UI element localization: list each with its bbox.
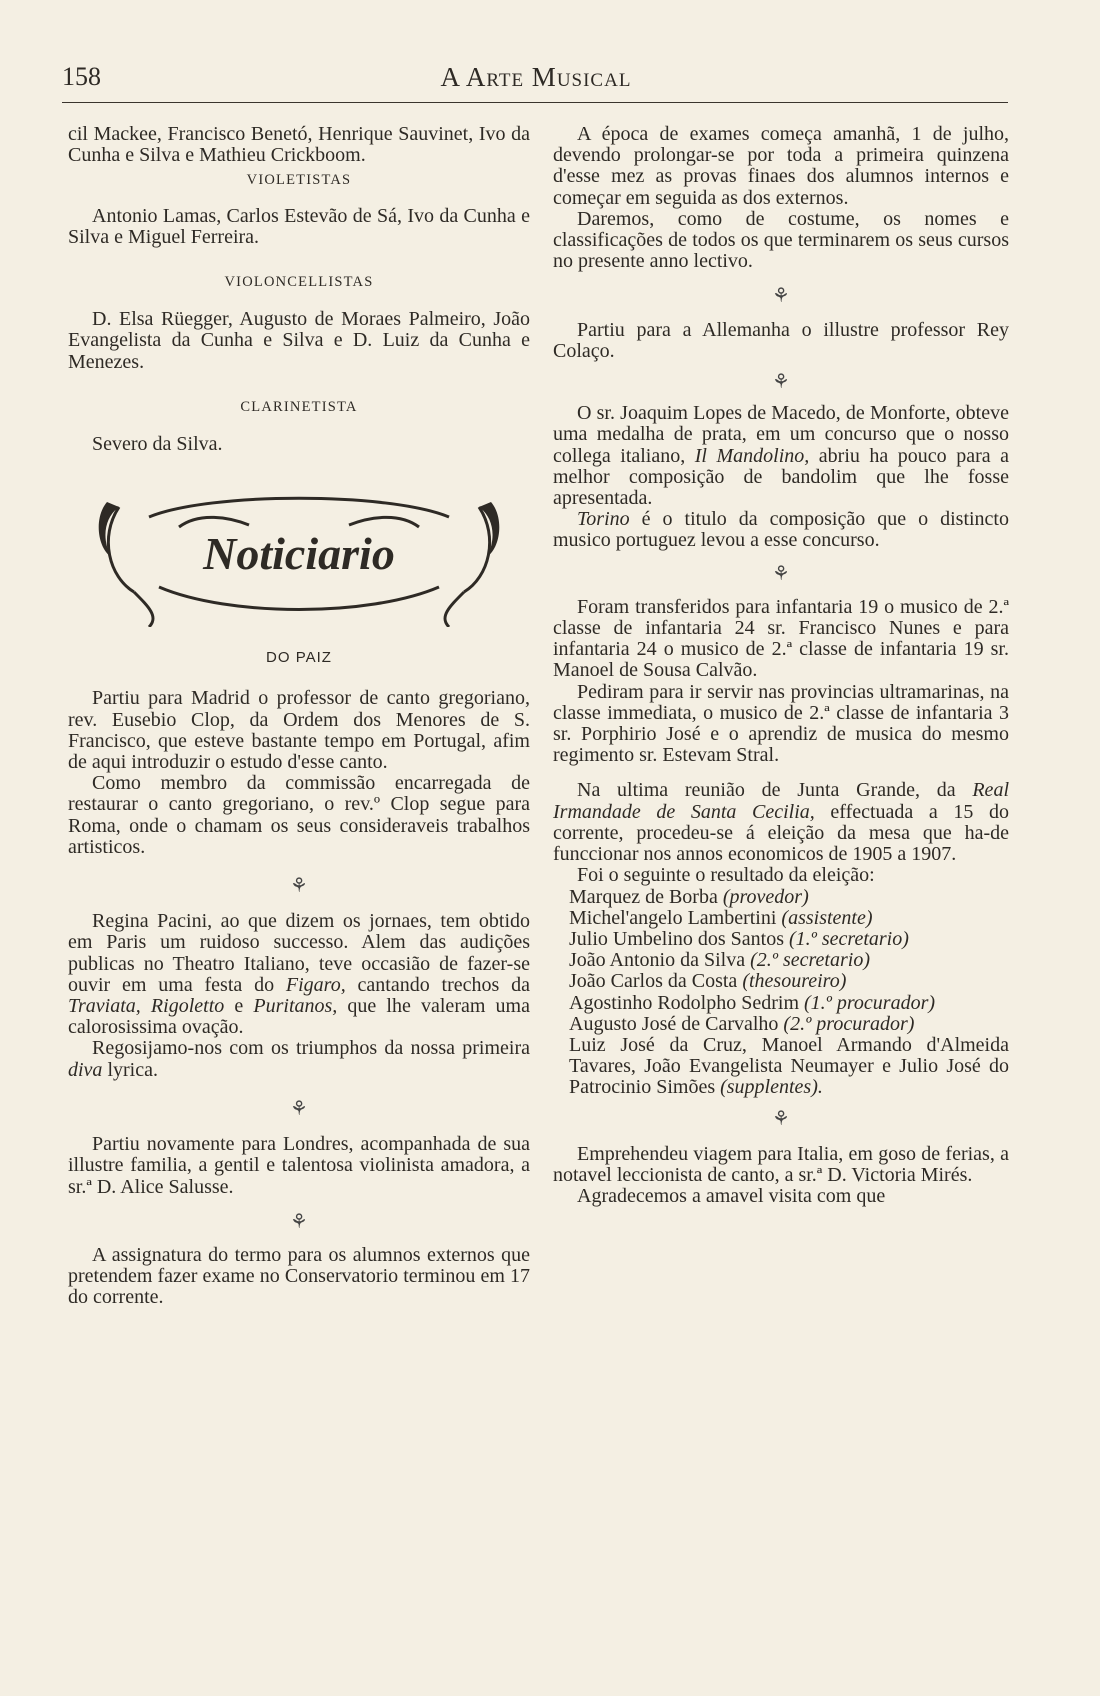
list-item: Agostinho Rodolpho Sedrim (1.º procurador) — [569, 991, 936, 1014]
page-header — [62, 58, 1010, 100]
list-item: Marquez de Borba (provedor) — [569, 885, 809, 908]
right-column — [553, 124, 1009, 1207]
paragraph: A assignatura do termo para os alumnos externos que pretendem fazer exame no Conservatorio terminou em 17 do corrente. — [68, 1243, 530, 1309]
election-results-list — [553, 887, 1009, 1099]
section-heading-violetistas: VIOLETISTAS — [246, 172, 352, 189]
paragraph: Daremos, como de costume, os nomes e classificações de todos os que terminarem os seus cursos no presente anno lectivo. — [553, 207, 1009, 273]
paragraph: Agradecemos a amavel visita com que — [577, 1185, 886, 1208]
paragraph: Severo da Silva. — [92, 433, 223, 456]
list-item: Augusto José de Carvalho (2.º procurador) — [569, 1012, 915, 1035]
ornament-icon: ⚘ — [772, 562, 790, 585]
paragraph: Regosijamo-nos com os triumphos da nossa primeira diva lyrica. — [68, 1037, 530, 1081]
paragraph: Regina Pacini, ao que dizem os jornaes, tem obtido em Paris um ruidoso successo. Alem das audições publicas no Theatro Italiano, teve occasião de fazer-se ouvir em uma festa do Figaro, cantando trechos da Traviata, Rigoletto e Puritanos, que lhe valeram uma calorosissima ovação. — [68, 910, 530, 1039]
paragraph: Foi o seguinte o resultado da eleição: — [577, 864, 875, 887]
banner-title: Noticiario — [203, 528, 395, 580]
list-item: Luiz José da Cruz, Manoel Armando d'Almeida Tavares, João Evangelista Neumayer e Julio José do Patrocinio Simões (supplentes). — [569, 1033, 1009, 1099]
paragraph: Pediram para ir servir nas provincias ultramarinas, na classe immediata, o musico de 2.ª classe de infantaria 3 sr. Porphirio José e o aprendiz de musica do mesmo regimento sr. Estevam Stral. — [553, 680, 1009, 767]
paragraph: Partiu novamente para Londres, acompanhada de sua illustre familia, a gentil e talentosa violinista amadora, a sr.ª D. Alice Salusse. — [68, 1133, 530, 1198]
ornament-icon: ⚘ — [772, 285, 790, 308]
journal-title: A Arte Musical — [440, 62, 632, 92]
paragraph: D. Elsa Rüegger, Augusto de Moraes Palmeiro, João Evangelista da Cunha e Silva e D. Luiz da Cunha e Menezes. — [68, 308, 530, 373]
paragraph: cil Mackee, Francisco Benetó, Henrique Sauvinet, Ivo da Cunha e Silva e Mathieu Crickboom. — [68, 123, 530, 167]
list-item: João Carlos da Costa (thesoureiro) — [569, 970, 847, 993]
paragraph: Torino é o titulo da composição que o distincto musico portuguez levou a esse concurso. — [553, 508, 1009, 552]
list-item: Michel'angelo Lambertini (assistente) — [569, 906, 873, 929]
paragraph: Na ultima reunião de Junta Grande, da Real Irmandade de Santa Cecilia, effectuada a 15 do corrente, procedeu-se á eleição da mesa que ha-de funccionar nos annos economicos de 1905 a 1907. — [553, 779, 1010, 866]
paragraph: A época de exames começa amanhã, 1 de julho, devendo prolongar-se por toda a primeira quinzena d'esse mez as provas finaes dos alumnos internos e começar em seguida as dos externos. — [553, 123, 1009, 209]
left-column — [68, 124, 530, 1309]
paragraph: O sr. Joaquim Lopes de Macedo, de Monforte, obteve uma medalha de prata, em um concurso que o nosso collega italiano, Il Mandolino, abriu ha pouco para a melhor composição de bandolim que lhe fosse apresentada. — [553, 402, 1009, 510]
paragraph: Foram transferidos para infantaria 19 o musico de 2.ª classe de infantaria 24 sr. Francisco Nunes e para infantaria 24 o musico de 2.ª classe de infantaria 19 sr. Manoel de Sousa Calvão. — [553, 595, 1009, 682]
paragraph: Como membro da commissão encarregada de restaurar o canto gregoriano, o rev.º Clop segue para Roma, onde o chamam os seus consideraveis trabalhos artisticos. — [68, 772, 530, 858]
ornament-icon: ⚘ — [772, 371, 790, 394]
ornament-icon: ⚘ — [290, 1210, 308, 1233]
ornament-icon: ⚘ — [772, 1107, 790, 1130]
ornament-icon: ⚘ — [290, 875, 308, 898]
list-item: Julio Umbelino dos Santos (1.º secretario) — [569, 927, 909, 950]
section-heading-violoncellistas: VIOLONCELLISTAS — [224, 274, 374, 291]
list-item: João Antonio da Silva (2.º secretario) — [569, 949, 870, 972]
paragraph: Emprehendeu viagem para Italia, em goso de ferias, a notavel leccionista de canto, a sr.ª D. Victoria Mirés. — [553, 1142, 1009, 1186]
header-rule — [62, 102, 1008, 103]
noticiario-banner — [89, 477, 509, 627]
page-number: 158 — [62, 62, 101, 91]
ornament-icon: ⚘ — [290, 1097, 308, 1120]
paragraph: Partiu para a Allemanha o illustre professor Rey Colaço. — [553, 318, 1009, 362]
section-heading-clarinetista: CLARINETISTA — [240, 398, 358, 415]
paragraph: Partiu para Madrid o professor de canto gregoriano, rev. Eusebio Clop, da Ordem dos Menores de S. Francisco, que esteve bastante tempo em Portugal, afim de aqui introduzir o estudo d'esse canto. — [68, 687, 530, 774]
paragraph: Antonio Lamas, Carlos Estevão de Sá, Ivo da Cunha e Silva e Miguel Ferreira. — [68, 204, 530, 248]
section-heading-do-paiz: DO PAIZ — [266, 649, 332, 667]
